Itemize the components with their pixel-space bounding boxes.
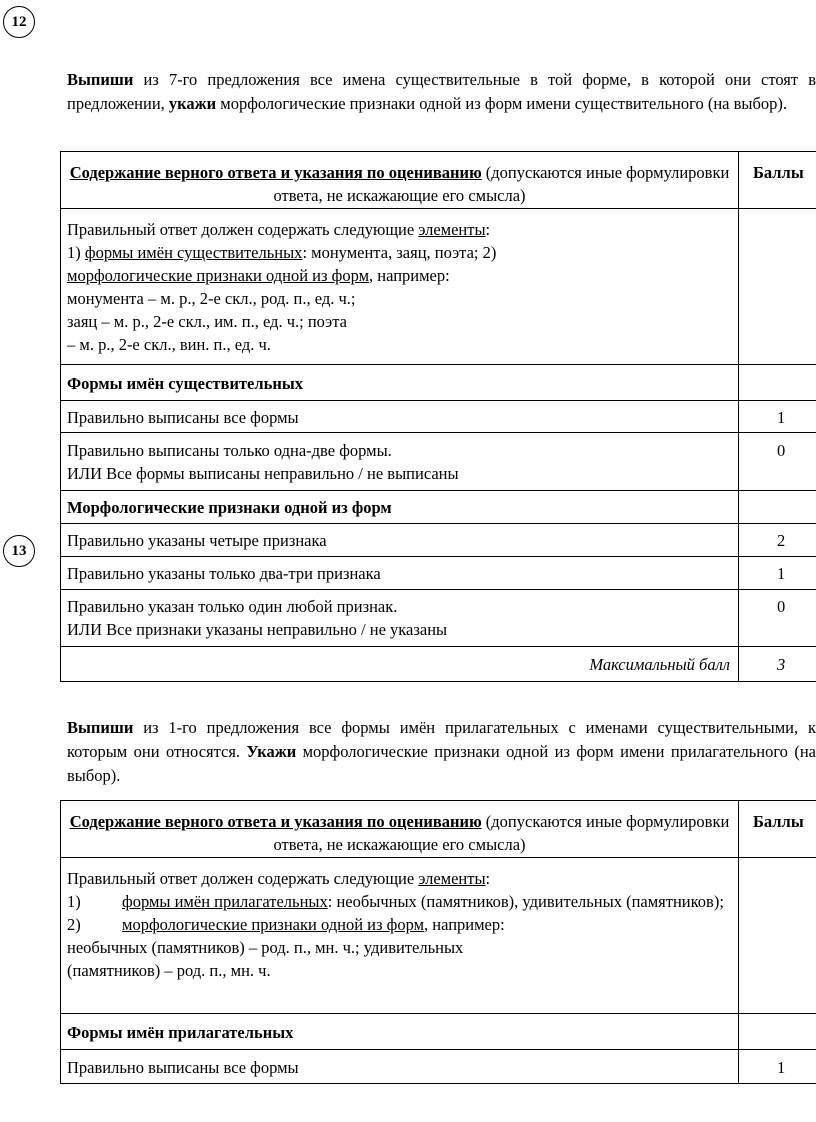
answer-line4: заяц – м. р., 2-е скл., им. п., ед. ч.; поэта [67,312,347,331]
answer-points-empty [739,858,816,1014]
criteria-points: 0 [739,433,816,491]
answer-line3: монумента – м. р., 2-е скл., род. п., ед. ч.; [67,289,356,308]
answer-intro-text: Правильный ответ должен содержать следующие [67,220,419,239]
max-score-row [61,647,816,682]
task12-verb1: Выпиши [67,70,134,89]
task12-prompt-text1: из 7-го предложения все имена существительные в той форме, в которой они стоят в предложении, [67,70,816,113]
section-row [61,1014,816,1050]
answer-content [61,858,739,1014]
answer-item2-underlined: морфологические признаки одной из форм [122,915,425,934]
answer-item2-rest: , например: [369,266,450,285]
table-header-content [61,152,739,209]
answer-item1-underlined: формы имён прилагательных [122,892,328,911]
criteria-row [61,590,816,647]
table-header-points: Баллы [739,152,816,209]
section-points-empty [739,365,816,401]
answer-item2-rest: , например: [424,915,505,934]
section-row [61,365,816,401]
answer-line3: необычных (памятников) – род. п., мн. ч.; удивительных [67,938,464,957]
criteria-text-line1: Правильно указан только один любой признак. [67,597,398,616]
criteria-row [61,401,816,433]
header-bold: Содержание верного ответа и указания по оцениванию [69,163,482,182]
answer-item2 [67,913,732,936]
header-bold: Содержание верного ответа и указания по оцениванию [69,812,482,831]
section-points-empty [739,491,816,524]
criteria-text [61,433,739,491]
answer-item1-rest: : необычных (памятников), удивительных (памятников); [327,892,724,911]
max-score-label: Максимальный балл [61,647,739,682]
answer-line4: (памятников) – род. п., мн. ч. [67,961,271,980]
criteria-text [61,590,739,647]
criteria-text: Правильно выписаны все формы [61,401,739,433]
task13-prompt [67,716,816,788]
task13-verb2: Укажи [246,742,297,761]
section-title: Морфологические признаки одной из форм [61,491,739,524]
answer-row [61,209,816,365]
header-rest: (допускаются иные формулировки ответа, не искажающие его смысла) [273,163,730,205]
answer-item1-rest: : монумента, заяц, поэта; 2) [302,243,497,262]
task12-prompt-text2: морфологические признаки одной из форм имени существительного (на выбор). [216,94,788,113]
answer-intro-underlined: элементы [418,869,486,888]
table-header-row [61,801,816,858]
criteria-row [61,1050,816,1084]
criteria-points: 0 [739,590,816,647]
criteria-points: 2 [739,524,816,557]
table-header-points: Баллы [739,801,816,858]
criteria-text: Правильно указаны только два-три признака [61,557,739,590]
task13-grading-table [60,800,816,1084]
answer-intro [67,218,732,241]
criteria-row [61,557,816,590]
section-row [61,491,816,524]
answer-item1-prefix: 1) [67,243,85,262]
answer-line5: – м. р., 2-е скл., вин. п., ед. ч. [67,335,271,354]
table-header-content [61,801,739,858]
criteria-text-line2: ИЛИ Все формы выписаны неправильно / не выписаны [67,464,459,483]
criteria-text-line2: ИЛИ Все признаки указаны неправильно / не указаны [67,620,448,639]
answer-item2 [67,264,732,287]
section-title: Формы имён существительных [61,365,739,401]
answer-item1-number: 1) [67,892,81,911]
task12-grading-table [60,151,816,682]
answer-item1 [67,241,732,264]
criteria-text: Правильно выписаны все формы [61,1050,739,1084]
section-points-empty [739,1014,816,1050]
answer-points-empty [739,209,816,365]
header-rest: (допускаются иные формулировки ответа, не искажающие его смысла) [273,812,730,854]
criteria-text-line1: Правильно выписаны только одна-две формы. [67,441,392,460]
answer-item2-underlined: морфологические признаки одной из форм [67,266,370,285]
task12-verb2: укажи [168,94,217,113]
task13-prompt-text1: из 1-го предложения все формы имён прилагательных с именами существительными, к которым они относятся. [67,718,816,761]
answer-item2-number: 2) [67,915,81,934]
answer-intro-text: Правильный ответ должен содержать следующие [67,869,419,888]
max-score-value: 3 [739,647,816,682]
task-number-13: 13 [3,535,35,567]
criteria-row [61,433,816,491]
answer-intro [67,867,732,890]
criteria-points: 1 [739,557,816,590]
criteria-points: 1 [739,401,816,433]
section-title: Формы имён прилагательных [61,1014,739,1050]
table-header-row [61,152,816,209]
answer-content [61,209,739,365]
task13-prompt-text2: морфологические признаки одной из форм имени прилагательного (на выбор). [67,742,816,785]
task13-verb1: Выпиши [67,718,134,737]
criteria-points: 1 [739,1050,816,1084]
criteria-row [61,524,816,557]
task12-prompt [67,68,816,116]
answer-intro-end: : [485,220,491,239]
answer-intro-underlined: элементы [418,220,486,239]
answer-intro-end: : [485,869,491,888]
answer-item1-underlined: формы имён существительных [84,243,303,262]
task-number-12: 12 [3,6,35,38]
answer-row [61,858,816,1014]
criteria-text: Правильно указаны четыре признака [61,524,739,557]
answer-item1 [67,890,732,913]
